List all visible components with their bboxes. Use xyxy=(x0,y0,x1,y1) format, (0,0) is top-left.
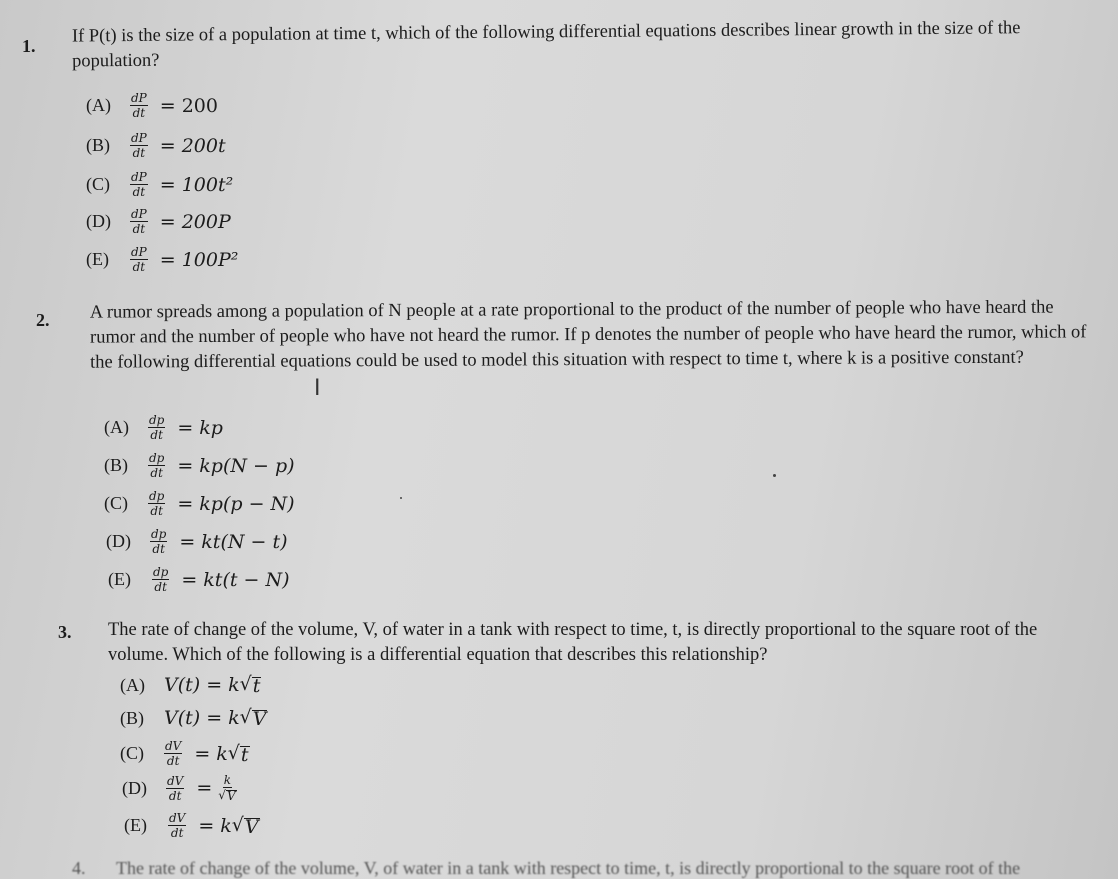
choice-label: (A) xyxy=(120,674,145,695)
choice-label: (B) xyxy=(120,707,144,728)
derivative-fraction: $\frac{dP}{dt}$ xyxy=(131,91,147,120)
choice-label: (E) xyxy=(124,815,147,835)
derivative-fraction: $\frac{dp}{dt}$ xyxy=(149,489,165,518)
question-3-stem: The rate of change of the volume, V, of water in a tank with respect to time, t, is directly proportional to the square root of the volume. Which of the following is a differential equation that describes this relationship? xyxy=(108,620,1038,665)
derivative-fraction: $\frac{dP}{dt}$ xyxy=(131,170,147,199)
text-cursor-icon: I xyxy=(314,376,321,401)
speck-mark xyxy=(400,497,402,499)
choice-equation: $\frac{dp}{dt}$ = kp(N − p) xyxy=(149,451,295,480)
question-4-number: 4. xyxy=(72,858,86,878)
derivative-fraction: $\frac{dV}{dt}$ xyxy=(167,773,184,803)
choice-rhs: kp xyxy=(199,416,223,439)
choice-equation: $\frac{dV}{dt}$ = k √ V xyxy=(167,773,236,803)
derivative-fraction: $\frac{dP}{dt}$ xyxy=(131,207,147,236)
derivative-fraction: $\frac{dp}{dt}$ xyxy=(149,451,165,480)
derivative-fraction: $\frac{dV}{dt}$ xyxy=(169,811,186,840)
choice-equation: $\frac{dp}{dt}$ = kt(t − N) xyxy=(153,565,290,594)
choice-rhs: 200P xyxy=(181,210,231,233)
rhs-fraction: k √ V xyxy=(218,773,236,803)
choice-label: (D) xyxy=(122,777,147,798)
choice-label: (B) xyxy=(86,135,110,155)
choice-rhs: 200 xyxy=(181,94,218,117)
choice-label: (C) xyxy=(104,493,128,513)
question-1-number: 1. xyxy=(22,36,36,56)
question-4-stem: The rate of change of the volume, V, of water in a tank with respect to time, t, is directly proportional to the square root of the xyxy=(116,858,1021,878)
question-3-choice-a[interactable] xyxy=(120,674,261,696)
choice-equation: $\frac{dP}{dt}$ = 200P xyxy=(131,207,231,236)
choice-equation: $\frac{dp}{dt}$ = kp(p − N) xyxy=(149,489,295,518)
derivative-fraction: $\frac{dp}{dt}$ xyxy=(151,527,167,556)
question-2-choice-b[interactable] xyxy=(104,452,295,479)
question-2-choice-e[interactable] xyxy=(108,566,290,593)
choice-label: (C) xyxy=(120,743,144,763)
question-1-stem: If P(t) is the size of a population at time t, which of the following differential equations describes linear growth in the size of the population? xyxy=(71,18,1021,72)
square-root: √ V xyxy=(231,813,259,838)
choice-rhs: 100t² xyxy=(181,173,234,196)
choice-equation: V(t) = k √ t xyxy=(164,673,261,697)
question-3-choice-e[interactable] xyxy=(124,812,260,839)
choice-label: (A) xyxy=(104,417,129,437)
question-2-number: 2. xyxy=(36,310,50,330)
choice-label: (B) xyxy=(104,455,128,475)
question-2-stem: A rumor spreads among a population of N people at a rate proportional to the product of the number of people who have heard the rumor and the number of people who have not heard the rumor. If p denotes the number of people who have heard the rumor, which of the following differential equations could be used to model this situation with respect to time t, where k is a positive constant? xyxy=(89,297,1087,373)
choice-equation: $\frac{dP}{dt}$ = 100t² xyxy=(131,170,234,199)
derivative-fraction: $\frac{dV}{dt}$ xyxy=(165,739,182,768)
choice-equation: $\frac{dV}{dt}$ = k √ t xyxy=(165,739,249,768)
choice-rhs: 200t xyxy=(181,134,226,157)
derivative-fraction: $\frac{dp}{dt}$ xyxy=(153,565,169,594)
choice-label: (E) xyxy=(86,249,109,269)
derivative-fraction: $\frac{dP}{dt}$ xyxy=(131,245,147,274)
choice-equation: $\frac{dP}{dt}$ = 100P² xyxy=(131,245,239,274)
choice-label: (C) xyxy=(86,174,110,194)
question-2-choice-c[interactable] xyxy=(104,490,295,517)
question-3-choice-d[interactable] xyxy=(122,774,243,802)
derivative-fraction: $\frac{dP}{dt}$ xyxy=(131,131,147,160)
question-4-partial xyxy=(72,858,1020,879)
choice-rhs: kt(N − t) xyxy=(201,530,288,553)
speck-mark xyxy=(773,474,776,477)
choice-rhs: kt(t − N) xyxy=(203,568,290,591)
question-3-choice-b[interactable] xyxy=(120,707,267,729)
choice-equation: $\frac{dp}{dt}$ = kp xyxy=(149,413,223,442)
choice-label: (D) xyxy=(106,531,131,551)
choice-label: (A) xyxy=(86,95,111,115)
choice-lhs: V(t) xyxy=(164,707,201,729)
choice-label: (D) xyxy=(86,211,111,231)
derivative-fraction: $\frac{dp}{dt}$ xyxy=(149,413,165,442)
choice-equation: $\frac{dp}{dt}$ = kt(N − t) xyxy=(151,527,288,556)
choice-equation: $\frac{dP}{dt}$ = 200t xyxy=(131,131,226,160)
question-2-choice-d[interactable] xyxy=(106,528,288,555)
question-1-choice-a[interactable] xyxy=(86,92,218,119)
choice-equation: $\frac{dV}{dt}$ = k √ V xyxy=(169,811,259,840)
question-1-choice-c[interactable] xyxy=(86,171,233,198)
question-1-choice-e[interactable] xyxy=(86,246,238,273)
choice-equation: V(t) = k √ V xyxy=(164,706,267,730)
question-3-number: 3. xyxy=(58,622,72,642)
choice-label: (E) xyxy=(108,569,131,589)
question-2-choice-a[interactable] xyxy=(104,414,223,441)
choice-rhs: 100P² xyxy=(181,248,239,271)
square-root: √ t xyxy=(239,673,261,697)
square-root: √ V xyxy=(239,706,267,730)
choice-rhs: kp(N − p) xyxy=(199,454,295,477)
choice-equation: $\frac{dP}{dt}$ = 200 xyxy=(131,91,218,120)
question-1-choice-d[interactable] xyxy=(86,208,231,235)
question-3-choice-c[interactable] xyxy=(120,740,250,767)
question-1-choice-b[interactable] xyxy=(86,132,226,159)
choice-lhs: V(t) xyxy=(164,674,201,696)
square-root: √ t xyxy=(227,741,249,766)
choice-rhs: kp(p − N) xyxy=(199,492,295,515)
